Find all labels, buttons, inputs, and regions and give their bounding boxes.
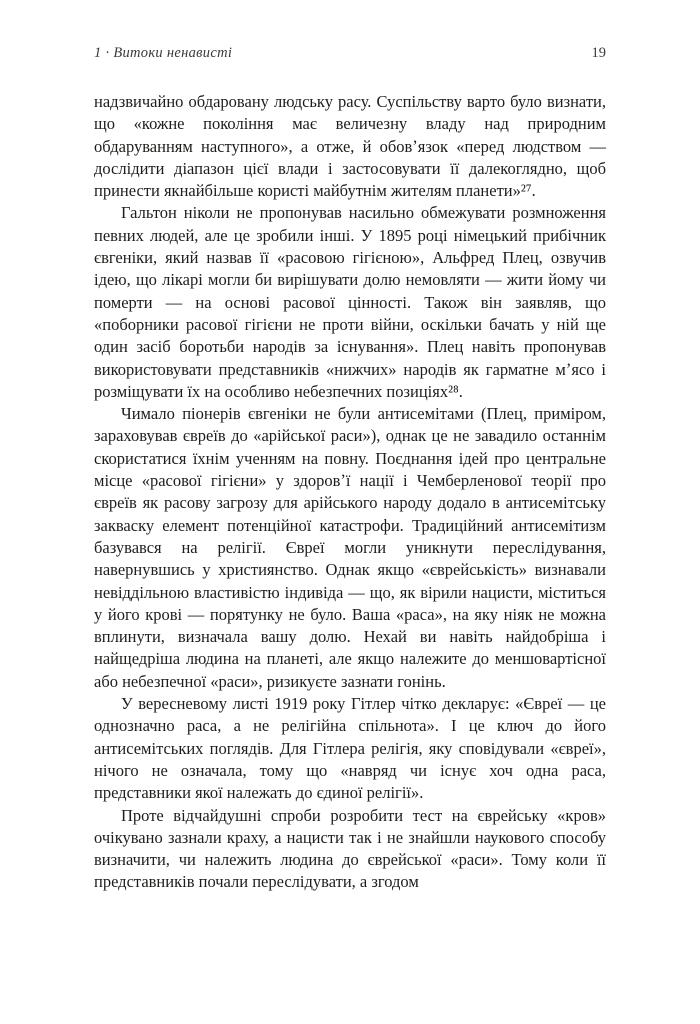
paragraph: надзвичайно обдаровану людську расу. Суспільству варто було визнати, що «кожне покоління має величезну владу над природним обдаруванням наступного», а отже, й обовʼязок «перед людством — дослідити діапазон цієї влади і застосовувати її далекоглядно, щоб принести якнайбільше користі майбутнім жителям планети»²⁷. — [94, 92, 606, 201]
page-body — [94, 91, 606, 894]
paragraph: Чимало піонерів євгеніки не були антисемітами (Плец, приміром, зараховував євреїв до «арійської раси»), однак це не завадило останнім скористатися їхнім ученням на повну. Поєднання ідей про центральне місце «расової гігієни» у здоровʼї нації і Чемберленової теорії про євреїв як расову загрозу для арійського народу додало в антисемітську закваску елемент потенційної катастрофи. Традиційний антисемітизм базувався на релігії. Євреї могли уникнути переслідування, навернувшись у християнство. Однак якщо «єврейськість» визнавали невіддільною властивістю індивіда — що, як вірили нацисти, міститься у його крові — порятунку не було. Ваша «раса», на яку ніяк не можна вплинути, визначала вашу долю. Нехай ви навіть найдобріша і найщедріша людина на планеті, але якщо належите до меншовартісної або небезпечної «раси», ризикуєте зазнати гонінь. — [94, 404, 606, 691]
chapter-title: 1 · Витоки ненависті — [94, 45, 233, 61]
running-head — [94, 45, 606, 62]
paragraph: Гальтон ніколи не пропонував насильно обмежувати розмноження певних людей, але це зробили інші. У 1895 році німецький прибічник євгеніки, який назвав її «расовою гігієною», Альфред Плец, озвучив ідею, що лікарі могли би вирішувати долю немовляти — жити йому чи померти — на основі расової цінності. Також він заявляв, що «поборники расової гігієни не проти війни, оскільки бачать у ній ще один засіб боротьби народів за існування». Плец навіть пропонував використовувати представників «нижчих» народів як гарматне мʼясо і розміщувати їх на особливо небезпечних позиціях²⁸. — [94, 203, 606, 401]
page-number: 19 — [591, 45, 606, 61]
paragraph: У вересневому листі 1919 року Гітлер чітко декларує: «Євреї — це однозначно раса, а не релігійна спільнота». І це ключ до його антисемітських поглядів. Для Гітлера релігія, яку сповідували «євреї», нічого не означала, тому що «навряд чи існує хоч одна раса, представники якої належать до єдиної релігії». — [94, 694, 606, 803]
paragraph: Проте відчайдушні спроби розробити тест на єврейську «кров» очікувано зазнали краху, а нацисти так і не знайшли наукового способу визначити, чи належить людина до єврейської «раси». Тому коли її представників почали переслідувати, а згодом — [94, 805, 606, 892]
book-page — [94, 0, 606, 894]
